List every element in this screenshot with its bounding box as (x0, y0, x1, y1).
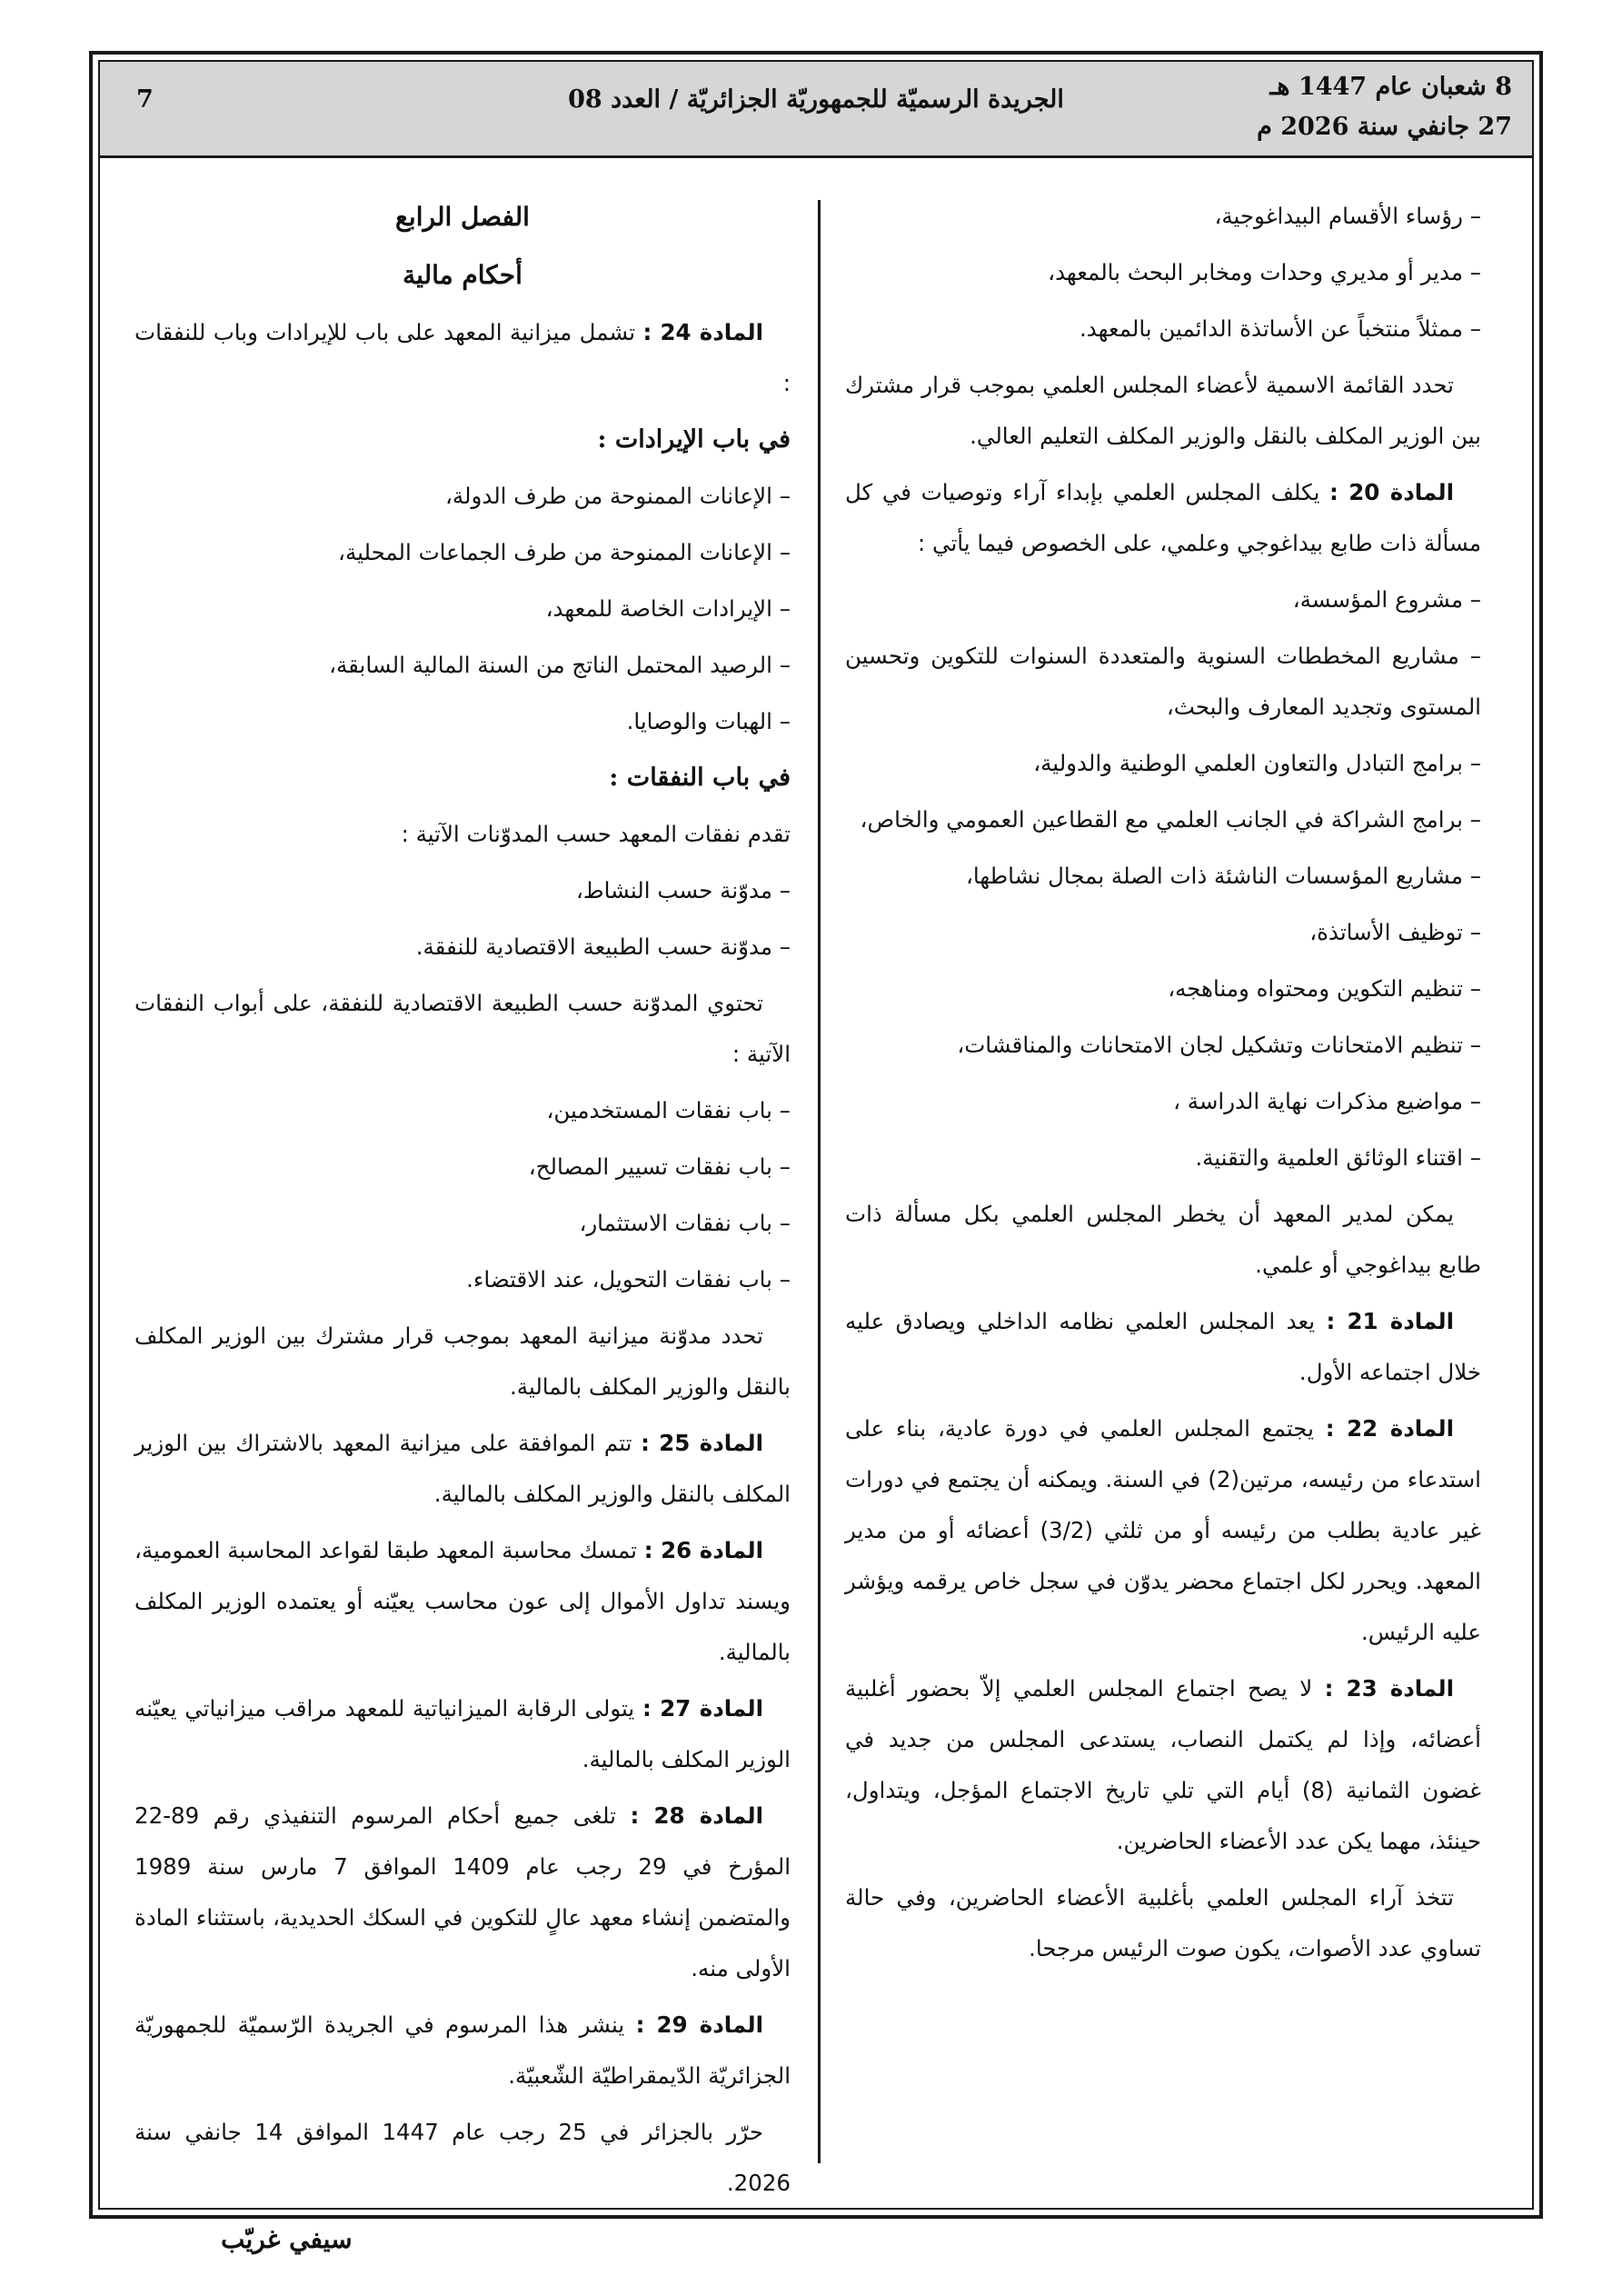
article-label: المادة 22 : (1325, 1415, 1455, 1442)
paragraph: تحتوي المدوّنة حسب الطبيعة الاقتصادية للنفقة، على أبواب النفقات الآتية : (134, 990, 791, 1067)
right-column (845, 191, 1481, 1980)
article-20 (845, 467, 1481, 569)
list-item: – مشروع المؤسسة، (1292, 586, 1481, 613)
gregorian-date: 27 جانفي سنة 2026 م (1257, 113, 1512, 141)
list-item: – الهبات والوصايا. (626, 708, 791, 734)
page-header (100, 62, 1532, 158)
list-item: – رؤساء الأقسام البيداغوجية، (1214, 203, 1481, 229)
article-label: المادة 20 : (1329, 479, 1455, 505)
list-item: – باب نفقات تسيير المصالح، (528, 1153, 791, 1180)
page-number: 7 (136, 85, 154, 114)
paragraph: تتخذ آراء المجلس العلمي بأغلبية الأعضاء الحاضرين، وفي حالة تساوي عدد الأصوات، يكون صوت الرئيس مرجحا. (845, 1884, 1481, 1962)
article-text: تلغى جميع أحكام المرسوم التنفيذي رقم 89-22 المؤرخ في 29 رجب عام 1409 الموافق 7 مارس سنة 1989 والمتضمن إنشاء معهد عالٍ للتكوين في السكك الحديدية، باستثناء المادة الأولى منه. (134, 1802, 791, 1982)
list-item: – برامج التبادل والتعاون العلمي الوطنية والدولية، (1033, 750, 1481, 776)
article-text: يتولى الرقابة الميزانياتية للمعهد مراقب ميزانياتي يعيّنه الوزير المكلف بالمالية. (134, 1695, 791, 1772)
article-text: تتم الموافقة على ميزانية المعهد بالاشتراك بين الوزير المكلف بالنقل والوزير المكلف بالمالية. (134, 1430, 791, 1507)
article-26 (134, 1525, 791, 1678)
signing-place-date: حرّر بالجزائر في 25 رجب عام 1447 الموافق 14 جانفي سنة 2026. (134, 2119, 791, 2196)
list-item: – مواضيع مذكرات نهاية الدراسة ، (1173, 1088, 1481, 1114)
article-25 (134, 1418, 791, 1520)
list-item: – ممثلاً منتخباً عن الأساتذة الدائمين بالمعهد. (1079, 315, 1481, 342)
article-label: المادة 24 : (642, 319, 764, 345)
gazette-title: الجريدة الرسميّة للجمهوريّة الجزائريّة / العدد 08 (568, 85, 1064, 114)
article-text: يكلف المجلس العلمي بإبداء آراء وتوصيات في كل مسألة ذات طابع بيداغوجي وعلمي، على الخصوص فيما يأتي : (845, 479, 1481, 556)
article-text: لا يصح اجتماع المجلس العلمي إلاّ بحضور أغلبية أعضائه، وإذا لم يكتمل النصاب، يستدعى المجلس من جديد في غضون الثمانية (8) أيام التي تلي تاريخ الاجتماع المؤجل، ويتداول، حينئذ، مهما يكن عدد الأعضاء الحاضرين. (845, 1675, 1481, 1854)
paragraph: تحدد مدوّنة ميزانية المعهد بموجب قرار مشترك بين الوزير المكلف بالنقل والوزير المكلف بالمالية. (134, 1323, 791, 1400)
column-divider (818, 200, 821, 2163)
article-label: المادة 21 : (1326, 1308, 1454, 1334)
list-item: – الإعانات الممنوحة من طرف الدولة، (445, 483, 791, 509)
article-label: المادة 26 : (643, 1537, 764, 1563)
revenue-heading: في باب الإيرادات : (597, 425, 791, 454)
paragraph: تحدد القائمة الاسمية لأعضاء المجلس العلمي بموجب قرار مشترك بين الوزير المكلف بالنقل والوزير المكلف التعليم العالي. (845, 372, 1481, 449)
article-22 (845, 1403, 1481, 1658)
article-28 (134, 1791, 791, 1994)
article-text: يجتمع المجلس العلمي في دورة عادية، بناء على استدعاء من رئيسه، مرتين(2) في السنة. ويمكنه أن يجتمع في دورات غير عادية بطلب من رئيسه أو من ثلثي (3/2) أعضائه أو من مدير المعهد. ويحرر لكل اجتماع محضر يدوّن في سجل خاص يرقمه ويؤشر عليه الرئيس. (845, 1415, 1481, 1645)
expenses-heading: في باب النفقات : (609, 764, 791, 792)
signatory-name: سيفي غريّب (221, 2224, 353, 2254)
article-text: يعد المجلس العلمي نظامه الداخلي ويصادق عليه خلال اجتماعه الأول. (845, 1308, 1481, 1385)
list-item: – اقتناء الوثائق العلمية والتقنية. (1195, 1144, 1481, 1171)
article-text: تمسك محاسبة المعهد طبقا لقواعد المحاسبة العمومية، ويسند تداول الأموال إلى عون محاسب يعيّنه أو يعتمده الوزير المكلف بالمالية. (134, 1537, 791, 1665)
article-text: ينشر هذا المرسوم في الجريدة الرّسميّة للجمهوريّة الجزائريّة الدّيمقراطيّة الشّعبيّة. (134, 2011, 791, 2089)
list-item: – الرصيد المحتمل الناتج من السنة المالية السابقة، (329, 652, 791, 678)
article-label: المادة 23 : (1324, 1675, 1454, 1702)
left-column (134, 191, 791, 2271)
list-item: – مشاريع المخططات السنوية والمتعددة السنوات للتكوين وتحسين المستوى وتجديد المعارف والبحث، (845, 643, 1481, 720)
list-item: – الإعانات الممنوحة من طرف الجماعات المحلية، (338, 539, 791, 565)
paragraph: يمكن لمدير المعهد أن يخطر المجلس العلمي بكل مسألة ذات طابع بيداغوجي أو علمي. (845, 1201, 1481, 1278)
article-27 (134, 1683, 791, 1785)
paragraph: تقدم نفقات المعهد حسب المدوّنات الآتية : (401, 821, 791, 847)
list-item: – مدوّنة حسب الطبيعة الاقتصادية للنفقة. (415, 933, 791, 960)
article-24 (134, 307, 791, 409)
list-item: – تنظيم الامتحانات وتشكيل لجان الامتحانات والمناقشات، (957, 1032, 1481, 1058)
list-item: – مشاريع المؤسسات الناشئة ذات الصلة بمجال نشاطها، (965, 863, 1481, 889)
list-item: – باب نفقات المستخدمين، (546, 1097, 791, 1123)
list-item: – مدير أو مديري وحدات ومخابر البحث بالمعهد، (1048, 259, 1481, 285)
hijri-date: 8 شعبان عام 1447 هـ (1269, 73, 1512, 101)
article-label: المادة 28 : (630, 1802, 763, 1829)
article-29 (134, 2000, 791, 2101)
article-text: تشمل ميزانية المعهد على باب للإيرادات وباب للنفقات : (134, 319, 791, 396)
chapter-heading: الفصل الرابع (395, 202, 530, 232)
article-21 (845, 1296, 1481, 1398)
article-label: المادة 29 : (635, 2011, 763, 2038)
list-item: – باب نفقات التحويل، عند الاقتضاء. (466, 1266, 791, 1293)
article-label: المادة 25 : (641, 1430, 763, 1456)
list-item: – تنظيم التكوين ومحتواه ومناهجه، (1168, 975, 1481, 1002)
list-item: – توظيف الأساتذة، (1309, 919, 1481, 945)
article-23 (845, 1663, 1481, 1867)
chapter-title: أحكام مالية (403, 260, 522, 290)
list-item: – مدوّنة حسب النشاط، (576, 877, 791, 903)
list-item: – باب نفقات الاستثمار، (579, 1210, 791, 1236)
list-item: – برامج الشراكة في الجانب العلمي مع القطاعين العمومي والخاص، (860, 806, 1481, 833)
article-label: المادة 27 : (642, 1695, 763, 1722)
list-item: – الإيرادات الخاصة للمعهد، (545, 595, 791, 622)
